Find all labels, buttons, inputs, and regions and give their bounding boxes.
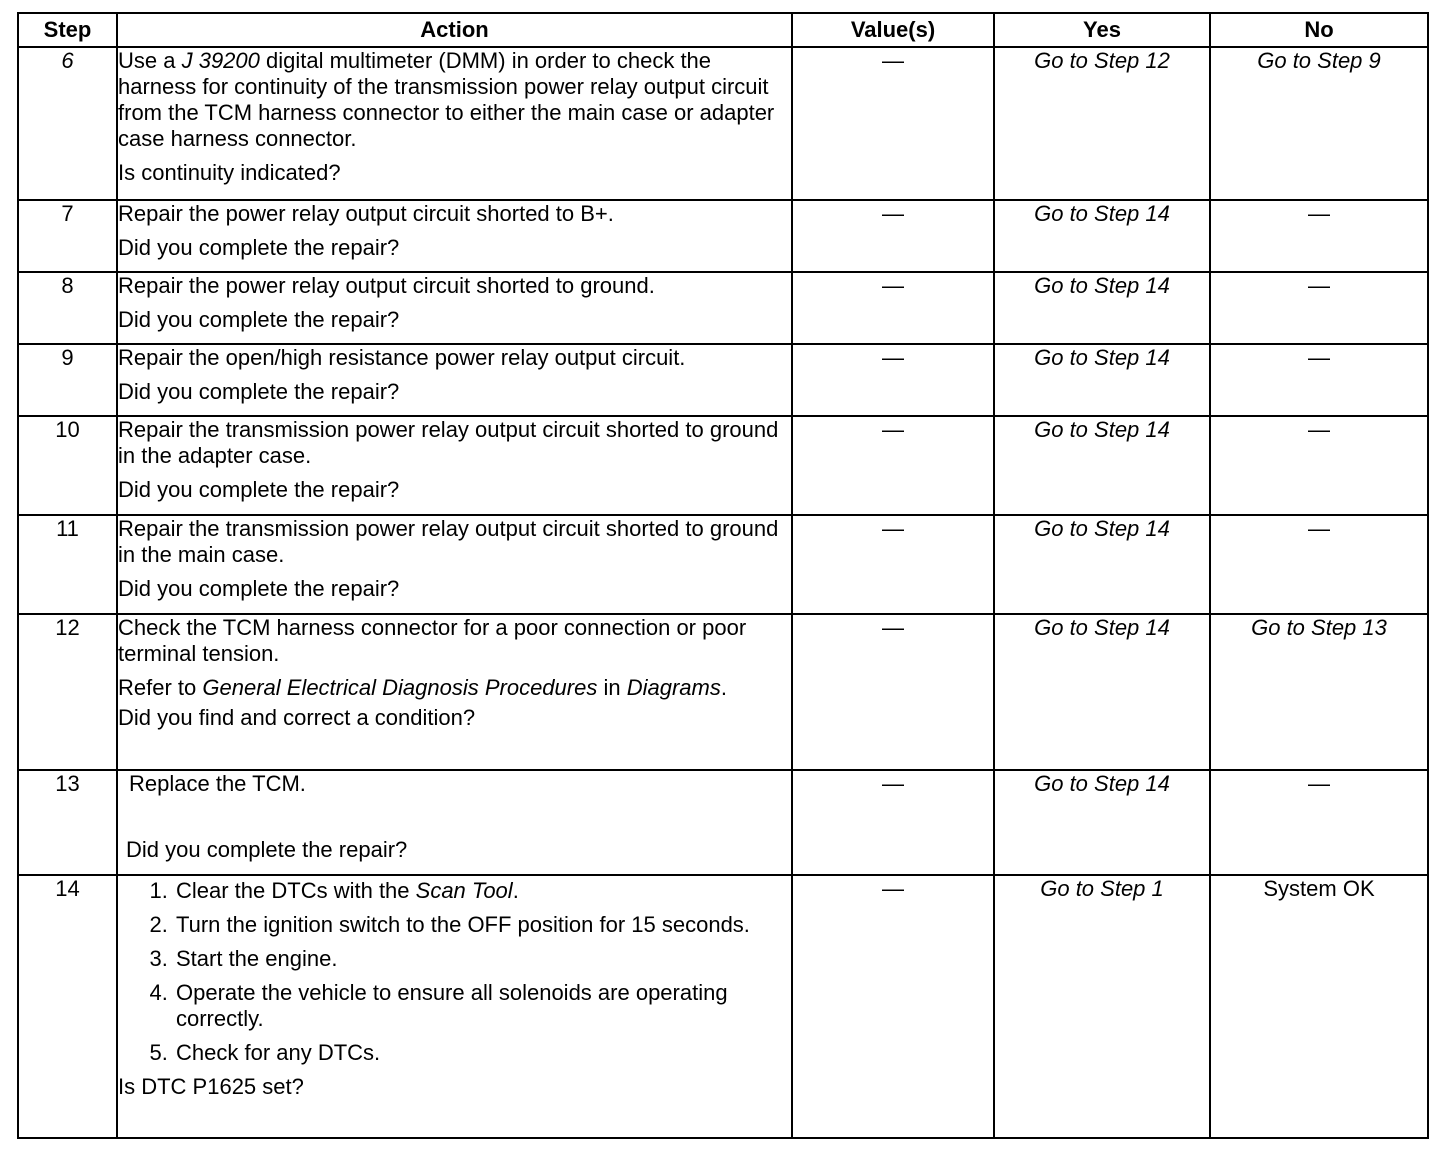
action-cell: [117, 614, 792, 770]
value-cell: —: [792, 416, 994, 515]
question-text: Did you find and correct a condition?: [118, 705, 476, 730]
step-number: 6: [18, 47, 117, 200]
action-cell: [117, 344, 792, 416]
table-row: [18, 200, 1428, 272]
action-cell: [117, 272, 792, 344]
list-item: 5. Check for any DTCs.: [174, 1040, 791, 1066]
list-item: 3. Start the engine.: [174, 946, 791, 972]
table-row: [18, 47, 1428, 200]
header-row: [18, 13, 1428, 47]
action-text: Replace the TCM.: [129, 771, 306, 796]
yes-cell: Go to Step 14: [994, 515, 1210, 614]
value-cell: —: [792, 515, 994, 614]
action-cell: [117, 770, 792, 875]
step-number: 13: [18, 770, 117, 875]
question-text: Did you complete the repair?: [118, 576, 400, 601]
question-text: Is DTC P1625 set?: [118, 1074, 304, 1099]
table-row: [18, 344, 1428, 416]
value-cell: —: [792, 344, 994, 416]
header-no: No: [1210, 13, 1428, 47]
value-cell: —: [792, 875, 994, 1138]
table-row: [18, 416, 1428, 515]
table-row: [18, 614, 1428, 770]
step-number: 7: [18, 200, 117, 272]
yes-cell: Go to Step 14: [994, 614, 1210, 770]
step-number: 9: [18, 344, 117, 416]
action-cell: [117, 416, 792, 515]
question-text: Is continuity indicated?: [118, 160, 341, 185]
no-cell: —: [1210, 272, 1428, 344]
value-cell: —: [792, 614, 994, 770]
action-text: Repair the power relay output circuit shorted to ground.: [118, 273, 655, 298]
action-text: Repair the open/high resistance power relay output circuit.: [118, 345, 686, 370]
section-reference: Diagrams: [626, 675, 721, 700]
table-row: [18, 272, 1428, 344]
action-cell: [117, 875, 792, 1138]
step-number: 10: [18, 416, 117, 515]
no-cell: System OK: [1210, 875, 1428, 1138]
value-cell: —: [792, 200, 994, 272]
no-cell: —: [1210, 200, 1428, 272]
no-cell: Go to Step 13: [1210, 614, 1428, 770]
no-cell: —: [1210, 770, 1428, 875]
question-text: Did you complete the repair?: [118, 477, 400, 502]
action-cell: [117, 515, 792, 614]
action-cell: [117, 47, 792, 200]
action-cell: [117, 200, 792, 272]
list-item: 4. Operate the vehicle to ensure all solenoids are operating correctly.: [174, 980, 791, 1032]
action-text: Check the TCM harness connector for a poor connection or poor terminal tension.: [118, 615, 747, 666]
list-item: 2. Turn the ignition switch to the OFF position for 15 seconds.: [174, 912, 791, 938]
no-cell: —: [1210, 515, 1428, 614]
tool-reference: J 39200: [181, 48, 260, 73]
value-cell: —: [792, 47, 994, 200]
yes-cell: Go to Step 14: [994, 770, 1210, 875]
yes-cell: Go to Step 14: [994, 200, 1210, 272]
refer-text: Refer to General Electrical Diagnosis Procedures in Diagrams.: [118, 675, 727, 700]
step-number: 11: [18, 515, 117, 614]
question-text: Did you complete the repair?: [118, 307, 400, 332]
table-row: [18, 515, 1428, 614]
step-number: 12: [18, 614, 117, 770]
yes-cell: Go to Step 1: [994, 875, 1210, 1138]
header-step: Step: [18, 13, 117, 47]
no-cell: Go to Step 9: [1210, 47, 1428, 200]
no-cell: —: [1210, 416, 1428, 515]
action-text: Repair the transmission power relay output circuit shorted to ground in the adapter case.: [118, 417, 779, 468]
tool-reference: Scan Tool: [415, 878, 513, 903]
document-reference: General Electrical Diagnosis Procedures: [202, 675, 598, 700]
table-row: [18, 875, 1428, 1138]
question-text: Did you complete the repair?: [118, 235, 400, 260]
yes-cell: Go to Step 14: [994, 416, 1210, 515]
yes-cell: Go to Step 14: [994, 344, 1210, 416]
question-text: Did you complete the repair?: [118, 379, 400, 404]
diagnostic-table: [17, 12, 1429, 1139]
header-yes: Yes: [994, 13, 1210, 47]
value-cell: —: [792, 770, 994, 875]
action-text: Use a J 39200 digital multimeter (DMM) in order to check the harness for continuity of the transmission power relay output circuit from the TCM harness connector to either the main case or adapter case harness connector.: [118, 48, 775, 151]
header-action: Action: [117, 13, 792, 47]
action-text: Repair the power relay output circuit shorted to B+.: [118, 201, 614, 226]
list-item: 1. Clear the DTCs with the Scan Tool.: [174, 878, 791, 904]
header-values: Value(s): [792, 13, 994, 47]
action-text: Repair the transmission power relay output circuit shorted to ground in the main case.: [118, 516, 779, 567]
step-number: 14: [18, 875, 117, 1138]
table-row: [18, 770, 1428, 875]
no-cell: —: [1210, 344, 1428, 416]
procedure-list: [118, 878, 791, 1066]
question-text: Did you complete the repair?: [126, 837, 408, 862]
yes-cell: Go to Step 12: [994, 47, 1210, 200]
step-number: 8: [18, 272, 117, 344]
value-cell: —: [792, 272, 994, 344]
yes-cell: Go to Step 14: [994, 272, 1210, 344]
